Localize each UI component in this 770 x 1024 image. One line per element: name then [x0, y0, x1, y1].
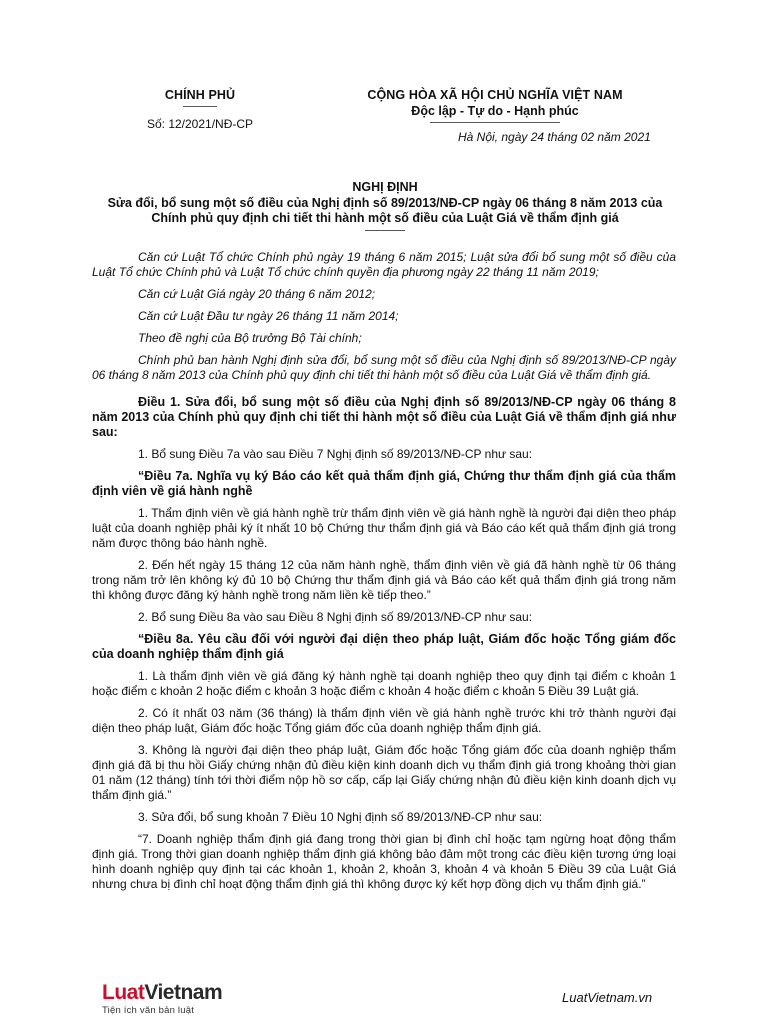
document-type: NGHỊ ĐỊNH	[352, 180, 418, 194]
preamble-paragraph: Chính phủ ban hành Nghị định sửa đổi, bổ sung một số điều của Nghị định số 89/2013/NĐ-CP ngày 06 tháng 8 năm 2013 của Chính phủ quy định chi tiết thi hành một số điều của Luật Giá về thẩm định giá.	[92, 353, 676, 382]
motto-underline	[430, 122, 560, 123]
article-7a-paragraph: 1. Thẩm định viên về giá hành nghề trừ thẩm định viên về giá hành nghề là người đại diện theo pháp luật của doanh nghiệp phải ký ít nhất 10 bộ Chứng thư thẩm định giá và Báo cáo kết quả thẩm định giá trong năm được thông báo hành nghề.	[92, 506, 676, 550]
logo-wordmark: LuatVietnam	[102, 981, 223, 1004]
article-8a-paragraph: 3. Không là người đại diện theo pháp luật, Giám đốc hoặc Tổng giám đốc của doanh nghiệp thẩm định giá đã bị thu hồi Giấy chứng nhận đủ điều kiện kinh doanh dịch vụ thẩm định giá trong khoảng thời gian 01 năm (12 tháng) tính tới thời điểm nộp hồ sơ cấp, cấp lại Giấy chứng nhận đủ điều kiện kinh doanh dịch vụ thẩm định giá.”	[92, 743, 676, 802]
clause-2-intro: 2. Bổ sung Điều 8a vào sau Điều 8 Nghị định số 89/2013/NĐ-CP như sau:	[138, 610, 533, 624]
document-title	[90, 180, 680, 231]
agency-underline	[183, 106, 217, 107]
clause-1-intro: 1. Bổ sung Điều 7a vào sau Điều 7 Nghị định số 89/2013/NĐ-CP như sau:	[138, 447, 533, 461]
preamble-paragraph: Căn cứ Luật Đầu tư ngày 26 tháng 11 năm 2014;	[138, 309, 399, 323]
luatvietnam-logo	[102, 982, 222, 1016]
issuing-agency: CHÍNH PHỦ	[164, 88, 236, 102]
preamble-paragraph: Theo đề nghị của Bộ trưởng Bộ Tài chính;	[138, 331, 362, 345]
issuer-block	[130, 88, 270, 131]
article-7a-heading: “Điều 7a. Nghĩa vụ ký Báo cáo kết quả thẩm định giá, Chứng thư thẩm định giá của thẩm định viên về giá hành nghề	[92, 469, 676, 498]
national-heading	[345, 88, 645, 123]
preamble-paragraph: Căn cứ Luật Giá ngày 20 tháng 6 năm 2012;	[138, 287, 376, 301]
issue-date: Hà Nội, ngày 24 tháng 02 năm 2021	[458, 130, 651, 144]
clause-3-text: “7. Doanh nghiệp thẩm định giá đang trong thời gian bị đình chỉ hoặc tạm ngừng hoạt động thẩm định giá. Trong thời gian doanh nghiệp thẩm định giá không bảo đảm một trong các điều kiện tương ứng loại hình doanh nghiệp quy định tại các khoản 1, khoản 2, khoản 3, khoản 4 và khoản 5 Điều 39 của Luật Giá nhưng chưa bị đình chỉ hoạt động thẩm định giá thì không được ký kết hợp đồng dịch vụ thẩm định giá.”	[92, 832, 676, 891]
title-underline	[365, 230, 405, 231]
article-7a-paragraph: 2. Đến hết ngày 15 tháng 12 của năm hành nghề, thẩm định viên về giá đã hành nghề từ 06 tháng trong năm trở lên không ký đủ 10 bộ Chứng thư thẩm định giá và Báo cáo kết quả thẩm định giá trong năm thì không được đăng ký hành nghề trong năm liền kề tiếp theo.”	[92, 558, 676, 602]
document-number: Số: 12/2021/NĐ-CP	[146, 117, 254, 131]
logo-tagline: Tiện ích văn bản luật	[102, 1005, 195, 1016]
article-1-heading: Điều 1. Sửa đổi, bổ sung một số điều của Nghị định số 89/2013/NĐ-CP ngày 06 tháng 8 năm 2013 của Chính phủ quy định chi tiết thi hành một số điều của Luật Giá về thẩm định giá như sau:	[92, 395, 676, 439]
preamble-paragraph: Căn cứ Luật Tổ chức Chính phủ ngày 19 tháng 6 năm 2015; Luật sửa đổi bổ sung một số điều của Luật Tổ chức Chính phủ và Luật Tổ chức chính quyền địa phương ngày 22 tháng 11 năm 2019;	[92, 250, 676, 279]
document-subject: Sửa đổi, bổ sung một số điều của Nghị định số 89/2013/NĐ-CP ngày 06 tháng 8 năm 2013 của Chính phủ quy định chi tiết thi hành một số điều của Luật Giá về thẩm định giá	[107, 196, 663, 225]
clause-3-intro: 3. Sửa đổi, bổ sung khoản 7 Điều 10 Nghị định số 89/2013/NĐ-CP như sau:	[138, 810, 543, 824]
article-8a-paragraph: 2. Có ít nhất 03 năm (36 tháng) là thẩm định viên về giá hành nghề trước khi trở thành người đại diện theo pháp luật, Giám đốc hoặc Tổng giám đốc của doanh nghiệp thẩm định giá.	[92, 706, 676, 735]
article-8a-paragraph: 1. Là thẩm định viên về giá đăng ký hành nghề tại doanh nghiệp theo quy định tại điểm c khoản 1 hoặc điểm c khoản 2 hoặc điểm c khoản 3 hoặc điểm c khoản 4 hoặc điểm c khoản 5 Điều 39 Luật giá.	[92, 669, 676, 698]
article-8a-heading: “Điều 8a. Yêu cầu đối với người đại diện theo pháp luật, Giám đốc hoặc Tổng giám đốc của doanh nghiệp thẩm định giá	[92, 632, 676, 661]
document-body	[92, 250, 676, 899]
footer-site-link[interactable]: LuatVietnam.vn	[562, 990, 653, 1005]
national-motto: Độc lập - Tự do - Hạnh phúc	[411, 104, 579, 118]
country-name: CỘNG HÒA XÃ HỘI CHỦ NGHĨA VIỆT NAM	[367, 88, 623, 102]
